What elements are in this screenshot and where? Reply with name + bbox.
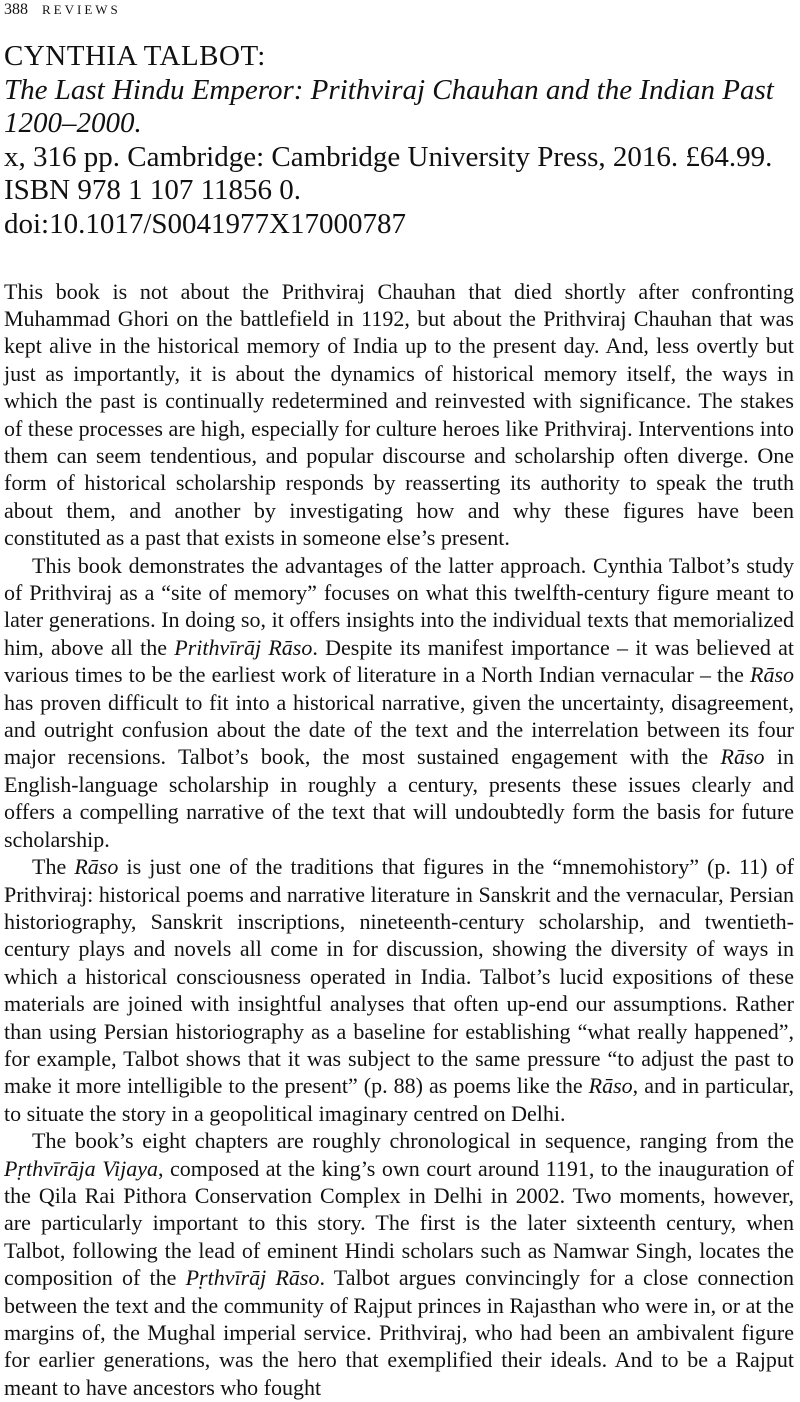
review-author: CYNTHIA TALBOT:: [4, 40, 266, 72]
paragraph-2: This book demonstrates the advantages of the latter approach. Cynthia Talbot’s study of Prithviraj as a “site of memory” focuses on what this twelfth-century figure meant to later generations. In doing so, it offers insights into the individual texts that memorialized him, above all the Prithvīrāj Rāso. Despite its manifest importance – it was believed at various times to be the earliest work of literature in a North Indian vernacular – the Rāso has proven difficult to fit into a historical narrative, given the uncertainty, disagreement, and outright confusion about the date of the text and the interrelation between its four major recensions. Talbot’s book, the most sustained engagement with the Rāso in English-language scholarship in roughly a century, presents these issues clearly and offers a compelling narrative of the text that will undoubtedly form the basis for future scholarship.: [4, 552, 794, 852]
paragraph-4: The book’s eight chapters are roughly chronological in sequence, ranging from the Pṛthvīrāja Vijaya, composed at the king’s own court around 1191, to the inauguration of the Qila Rai Pithora Conservation Complex in Delhi in 2002. Two moments, however, are particularly important to this story. The first is the later sixteenth century, when Talbot, following the lead of eminent Hindi scholars such as Namwar Singh, locates the composition of the Pṛthvīrāj Rāso. Talbot argues convincingly for a close connection between the text and the community of Rajput princes in Rajasthan who were in, or at the margins of, the Mughal imperial service. Prithviraj, who had been an ambivalent figure for earlier generations, was the hero that exemplified their ideals. And to be a Rajput meant to have ancestors who fought: [4, 1128, 794, 1400]
review-body: [4, 278, 794, 1402]
doi: doi:10.1017/S0041977X17000787: [4, 207, 406, 240]
review-header: [4, 40, 794, 242]
page-number: 388: [4, 1, 28, 18]
running-head: [4, 0, 794, 26]
paragraph-3: The Rāso is just one of the traditions that figures in the “mnemohistory” (p. 11) of Prithviraj: historical poems and narrative literature in Sanskrit and the vernacular, Persian historiography, Sanskrit inscriptions, nineteenth-century scholarship, and twentieth-century plays and novels all come in for discussion, showing the diversity of ways in which a historical consciousness operated in India. Talbot’s lucid expositions of these materials are joined with insightful analyses that often up-end our assumptions. Rather than using Persian historiography as a baseline for establishing “what really happened”, for example, Talbot shows that it was subject to the same pressure “to adjust the past to make it more intelligible to the present” (p. 88) as poems like the Rāso, and in particular, to situate the story in a geopolitical imaginary centred on Delhi.: [4, 854, 795, 1126]
book-title: The Last Hindu Emperor: Prithviraj Chauhan and the Indian Past 1200–2000.: [4, 73, 774, 140]
section-label: REVIEWS: [42, 2, 121, 17]
paragraph-1: This book is not about the Prithviraj Chauhan that died shortly after confronting Muhammad Ghori on the battlefield in 1192, but about the Prithviraj Chauhan that was kept alive in the historical memory of India up to the present day. And, less overtly but just as importantly, it is about the dynamics of historical memory itself, the ways in which the past is continually redetermined and reinvested with significance. The stakes of these processes are high, especially for culture heroes like Prithviraj. Interventions into them can seem tendentious, and popular discourse and scholarship often diverge. One form of historical scholarship responds by reasserting its authority to speak the truth about them, and another by investigating how and why these figures have been constituted as a past that exists in someone else’s present.: [4, 278, 794, 551]
publication-details: x, 316 pp. Cambridge: Cambridge University Press, 2016. £64.99. ISBN 978 1 107 11856 0.: [4, 140, 773, 207]
